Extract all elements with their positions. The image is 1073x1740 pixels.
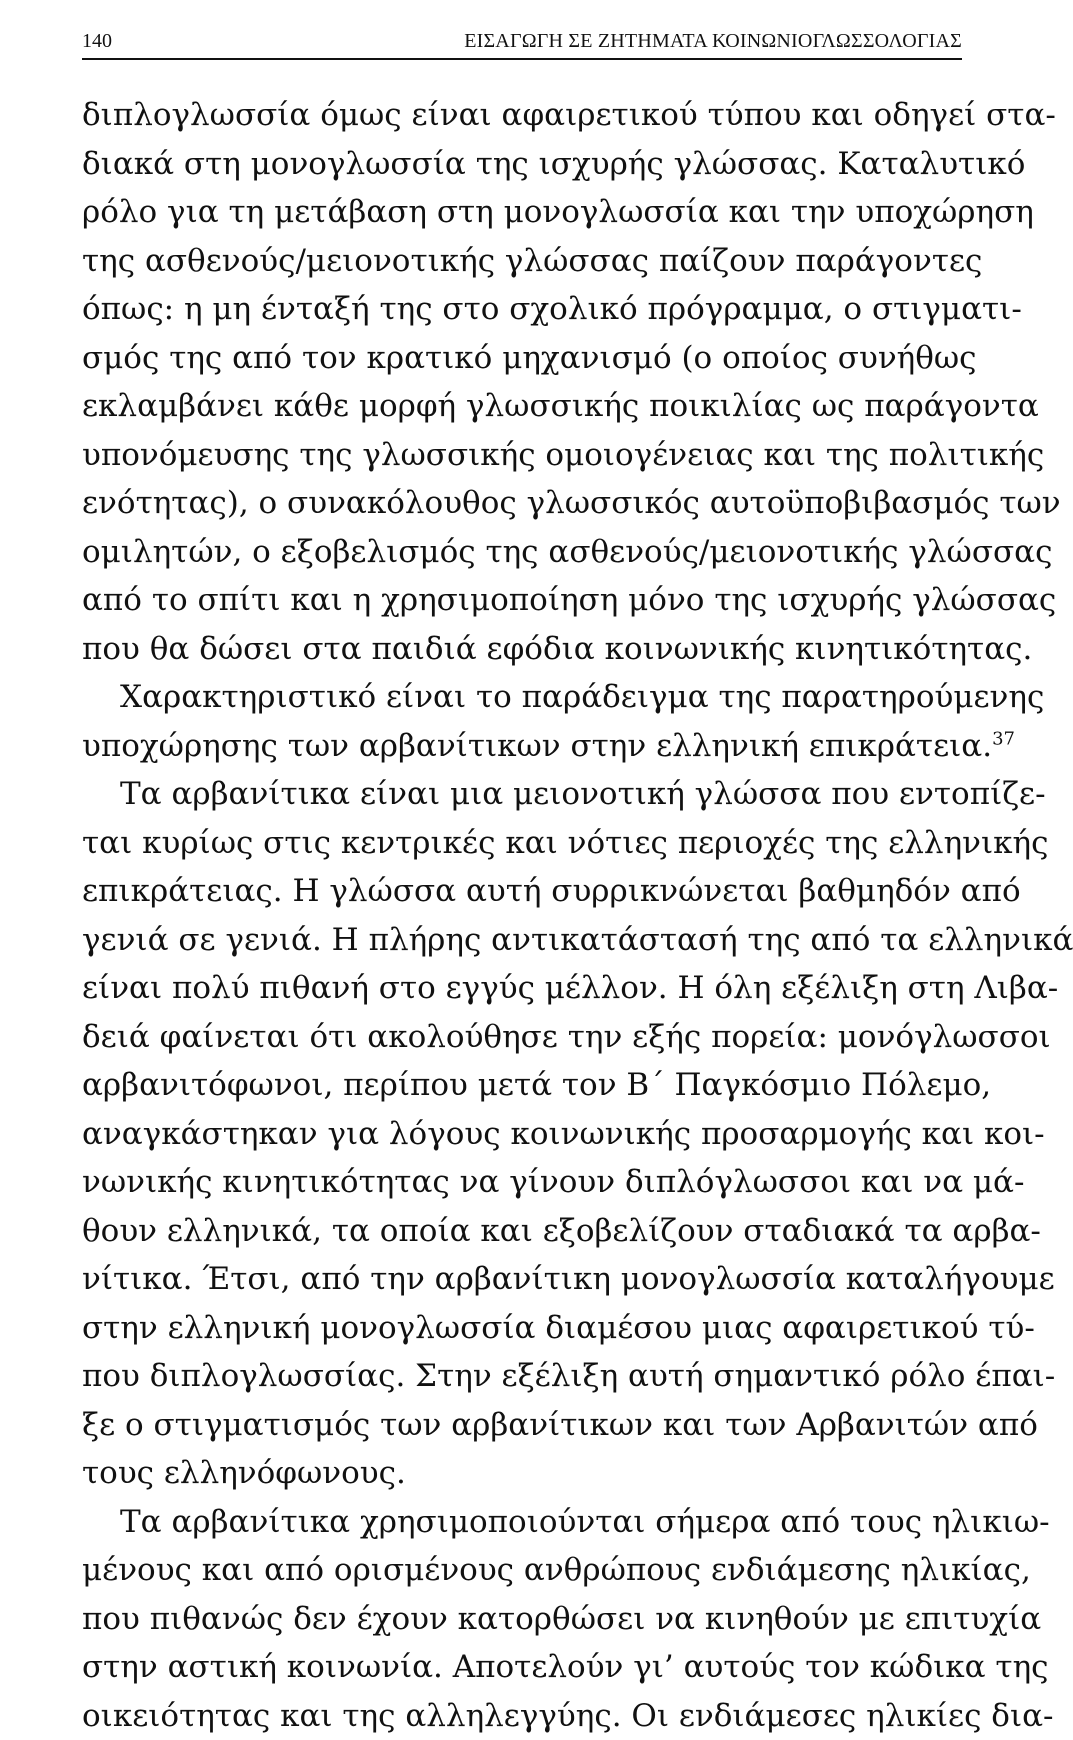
- text-line: ρόλο για τη μετάβαση στη μονογλωσσία και την υποχώρηση: [82, 188, 962, 237]
- text-line: της ασθενούς/μειονοτικής γλώσσας παίζουν παράγοντες: [82, 237, 962, 286]
- text-line: επικράτειας. Η γλώσσα αυτή συρρικνώνεται βαθμηδόν από: [82, 867, 962, 916]
- text-line: όπως: η μη ένταξή της στο σχολικό πρόγραμμα, ο στιγματι-: [82, 285, 962, 334]
- text-line: στην ελληνική μονογλωσσία διαμέσου μιας αφαιρετικού τύ-: [82, 1304, 962, 1353]
- text-line: υπονόμευσης της γλωσσικής ομοιογένειας και της πολιτικής: [82, 431, 962, 480]
- text-line: δειά φαίνεται ότι ακολούθησε την εξής πορεία: μονόγλωσσοι: [82, 1013, 962, 1062]
- text-line: εκλαμβάνει κάθε μορφή γλωσσικής ποικιλίας ως παράγοντα: [82, 382, 962, 431]
- text-line-content: υποχώρησης των αρβανίτικων στην ελληνική επικράτεια.: [82, 728, 992, 764]
- text-line: που πιθανώς δεν έχουν κατορθώσει να κινηθούν με επιτυχία: [82, 1595, 962, 1644]
- text-line: ξε ο στιγματισμός των αρβανίτικων και των Αρβανιτών από: [82, 1401, 962, 1450]
- text-line: νωνικής κινητικότητας να γίνουν διπλόγλωσσοι και να μά-: [82, 1158, 962, 1207]
- text-line: από το σπίτι και η χρησιμοποίηση μόνο της ισχυρής γλώσσας: [82, 576, 962, 625]
- running-header: [82, 28, 962, 60]
- text-line: τους ελληνόφωνους.: [82, 1449, 962, 1498]
- text-line: Χαρακτηριστικό είναι το παράδειγμα της παρατηρούμενης: [82, 673, 962, 722]
- text-line: μένους και από ορισμένους ανθρώπους ενδιάμεσης ηλικίας,: [82, 1546, 962, 1595]
- text-line: αναγκάστηκαν για λόγους κοινωνικής προσαρμογής και κοι-: [82, 1110, 962, 1159]
- text-line: θουν ελληνικά, τα οποία και εξοβελίζουν σταδιακά τα αρβα-: [82, 1207, 962, 1256]
- body-text: [82, 91, 962, 1740]
- text-line: ται κυρίως στις κεντρικές και νότιες περιοχές της ελληνικής: [82, 819, 962, 868]
- text-line: αρβανιτόφωνοι, περίπου μετά τον Β΄ Παγκόσμιο Πόλεμο,: [82, 1061, 962, 1110]
- text-line: διπλογλωσσία όμως είναι αφαιρετικού τύπου και οδηγεί στα-: [82, 91, 962, 140]
- text-line: ομιλητών, ο εξοβελισμός της ασθενούς/μειονοτικής γλώσσας: [82, 528, 962, 577]
- text-line: στην αστική κοινωνία. Αποτελούν γι’ αυτούς τον κώδικα της: [82, 1643, 962, 1692]
- text-line: Τα αρβανίτικα χρησιμοποιούνται σήμερα από τους ηλικιω-: [82, 1498, 962, 1547]
- text-line: σμός της από τον κρατικό μηχανισμό (ο οποίος συνήθως: [82, 334, 962, 383]
- text-line: ενότητας), ο συνακόλουθος γλωσσικός αυτοϋποβιβασμός των: [82, 479, 962, 528]
- footnote-reference: 37: [992, 728, 1015, 749]
- text-line: γενιά σε γενιά. Η πλήρης αντικατάστασή της από τα ελληνικά: [82, 916, 962, 965]
- text-line: νίτικα. Έτσι, από την αρβανίτικη μονογλωσσία καταλήγουμε: [82, 1255, 962, 1304]
- chapter-title: ΕΙΣΑΓΩΓΗ ΣΕ ΖΗΤΗΜΑΤΑ ΚΟΙΝΩΝΙΟΓΛΩΣΣΟΛΟΓΙΑΣ: [464, 30, 962, 53]
- text-line: Τα αρβανίτικα είναι μια μειονοτική γλώσσα που εντοπίζε-: [82, 770, 962, 819]
- page-number: 140: [82, 30, 112, 53]
- text-line: που διπλογλωσσίας. Στην εξέλιξη αυτή σημαντικό ρόλο έπαι-: [82, 1352, 962, 1401]
- text-line: που θα δώσει στα παιδιά εφόδια κοινωνικής κινητικότητας.: [82, 625, 962, 674]
- text-line: διακά στη μονογλωσσία της ισχυρής γλώσσας. Καταλυτικό: [82, 140, 962, 189]
- text-line: είναι πολύ πιθανή στο εγγύς μέλλον. Η όλη εξέλιξη στη Λιβα-: [82, 964, 962, 1013]
- text-line: [82, 722, 962, 771]
- text-line: οικειότητας και της αλληλεγγύης. Οι ενδιάμεσες ηλικίες δια-: [82, 1692, 962, 1740]
